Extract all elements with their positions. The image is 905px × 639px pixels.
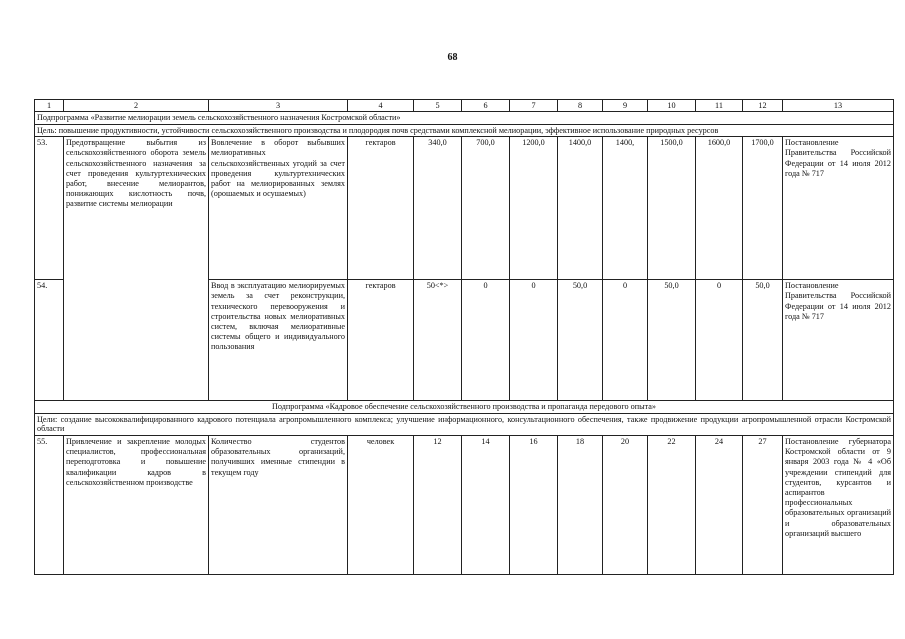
- value-cell: 1200,0: [510, 137, 558, 280]
- value-cell: 50,0: [648, 280, 696, 401]
- row-number: 55.: [35, 435, 64, 574]
- column-number: 13: [783, 100, 894, 112]
- unit-cell: гектаров: [348, 137, 414, 280]
- value-cell: 1400,0: [558, 137, 603, 280]
- value-cell: 22: [648, 435, 696, 574]
- column-number: 12: [743, 100, 783, 112]
- table-row: [35, 137, 894, 280]
- column-number: 6: [462, 100, 510, 112]
- basis-cell: Постановление Правительства Российской Федерации от 14 июля 2012 года № 717: [783, 137, 894, 280]
- value-cell: 16: [510, 435, 558, 574]
- subprogram-title-row: [35, 112, 894, 125]
- page-number: 68: [447, 52, 458, 63]
- column-number-row: [35, 100, 894, 112]
- column-number: 7: [510, 100, 558, 112]
- unit-cell: гектаров: [348, 280, 414, 401]
- column-number: 8: [558, 100, 603, 112]
- measure-cell: Предотвращение выбытия из сельскохозяйственного оборота земель сельскохозяйственного назначения за счет проведения культуртехнических работ, внесение мелиорантов, понижающих кислотность почв, развитие системы мелиорации: [64, 137, 209, 401]
- column-number: 4: [348, 100, 414, 112]
- value-cell: 24: [696, 435, 743, 574]
- value-cell: 1500,0: [648, 137, 696, 280]
- value-cell: 340,0: [414, 137, 462, 280]
- subprogram-title-row: [35, 401, 894, 414]
- column-number: 1: [35, 100, 64, 112]
- value-cell: 700,0: [462, 137, 510, 280]
- subprogram-goal: Цель: повышение продуктивности, устойчивости сельскохозяйственного производства и плодородия почв средствами комплексной мелиорации, эффективное использование природных ресурсов: [35, 124, 894, 137]
- subprogram-goal: Цели: создание высококвалифицированного кадрового потенциала агропромышленного комплекса; улучшение информационного, консультационного обеспечения, также продвижение продукции агропромышленной отрасли Костромской области: [35, 413, 894, 435]
- subprogram-title: Подпрограмма «Кадровое обеспечение сельскохозяйственного производства и пропаганда передового опыта»: [35, 401, 894, 414]
- unit-cell: человек: [348, 435, 414, 574]
- column-number: 10: [648, 100, 696, 112]
- indicator-cell: Ввод в эксплуатацию мелиорируемых земель за счет реконструкции, технического перевооружения и строительства новых мелиоративных систем, включая мелиоративные системы общего и индивидуального пользования: [209, 280, 348, 401]
- value-cell: 1700,0: [743, 137, 783, 280]
- column-number: 2: [64, 100, 209, 112]
- basis-cell: Постановление Правительства Российской Федерации от 14 июля 2012 года № 717: [783, 280, 894, 401]
- basis-cell: Постановление губернатора Костромской области от 9 января 2003 года № 4 «Об учреждении стипендий для студентов, курсантов и аспирантов профессиональных образовательных организаций и образовательных организаций высшего: [783, 435, 894, 574]
- value-cell: 12: [414, 435, 462, 574]
- indicator-cell: Количество студентов образовательных организаций, получивших именные стипендии в текущем году: [209, 435, 348, 574]
- value-cell: 50,0: [743, 280, 783, 401]
- program-indicators-table: [34, 99, 894, 575]
- subprogram-goal-row: [35, 413, 894, 435]
- row-number: 53.: [35, 137, 64, 280]
- value-cell: 50<*>: [414, 280, 462, 401]
- table-row: [35, 435, 894, 574]
- value-cell: 20: [603, 435, 648, 574]
- value-cell: 18: [558, 435, 603, 574]
- column-number: 3: [209, 100, 348, 112]
- column-number: 9: [603, 100, 648, 112]
- column-number: 5: [414, 100, 462, 112]
- measure-cell: Привлечение и закрепление молодых специалистов, профессиональная переподготовка и повышение квалификации кадров в сельскохозяйственном производстве: [64, 435, 209, 574]
- value-cell: 0: [462, 280, 510, 401]
- value-cell: 50,0: [558, 280, 603, 401]
- value-cell: 1400,: [603, 137, 648, 280]
- value-cell: 1600,0: [696, 137, 743, 280]
- row-number: 54.: [35, 280, 64, 401]
- column-number: 11: [696, 100, 743, 112]
- indicator-cell: Вовлечение в оборот выбывших мелиоративных сельскохозяйственных угодий за счет проведения культуртехнических работ на мелиорированных землях (орошаемых и осушаемых): [209, 137, 348, 280]
- value-cell: 27: [743, 435, 783, 574]
- value-cell: 0: [696, 280, 743, 401]
- value-cell: 0: [510, 280, 558, 401]
- subprogram-title: Подпрограмма «Развитие мелиорации земель сельскохозяйственного назначения Костромской области»: [35, 112, 894, 125]
- value-cell: 14: [462, 435, 510, 574]
- subprogram-goal-row: [35, 124, 894, 137]
- value-cell: 0: [603, 280, 648, 401]
